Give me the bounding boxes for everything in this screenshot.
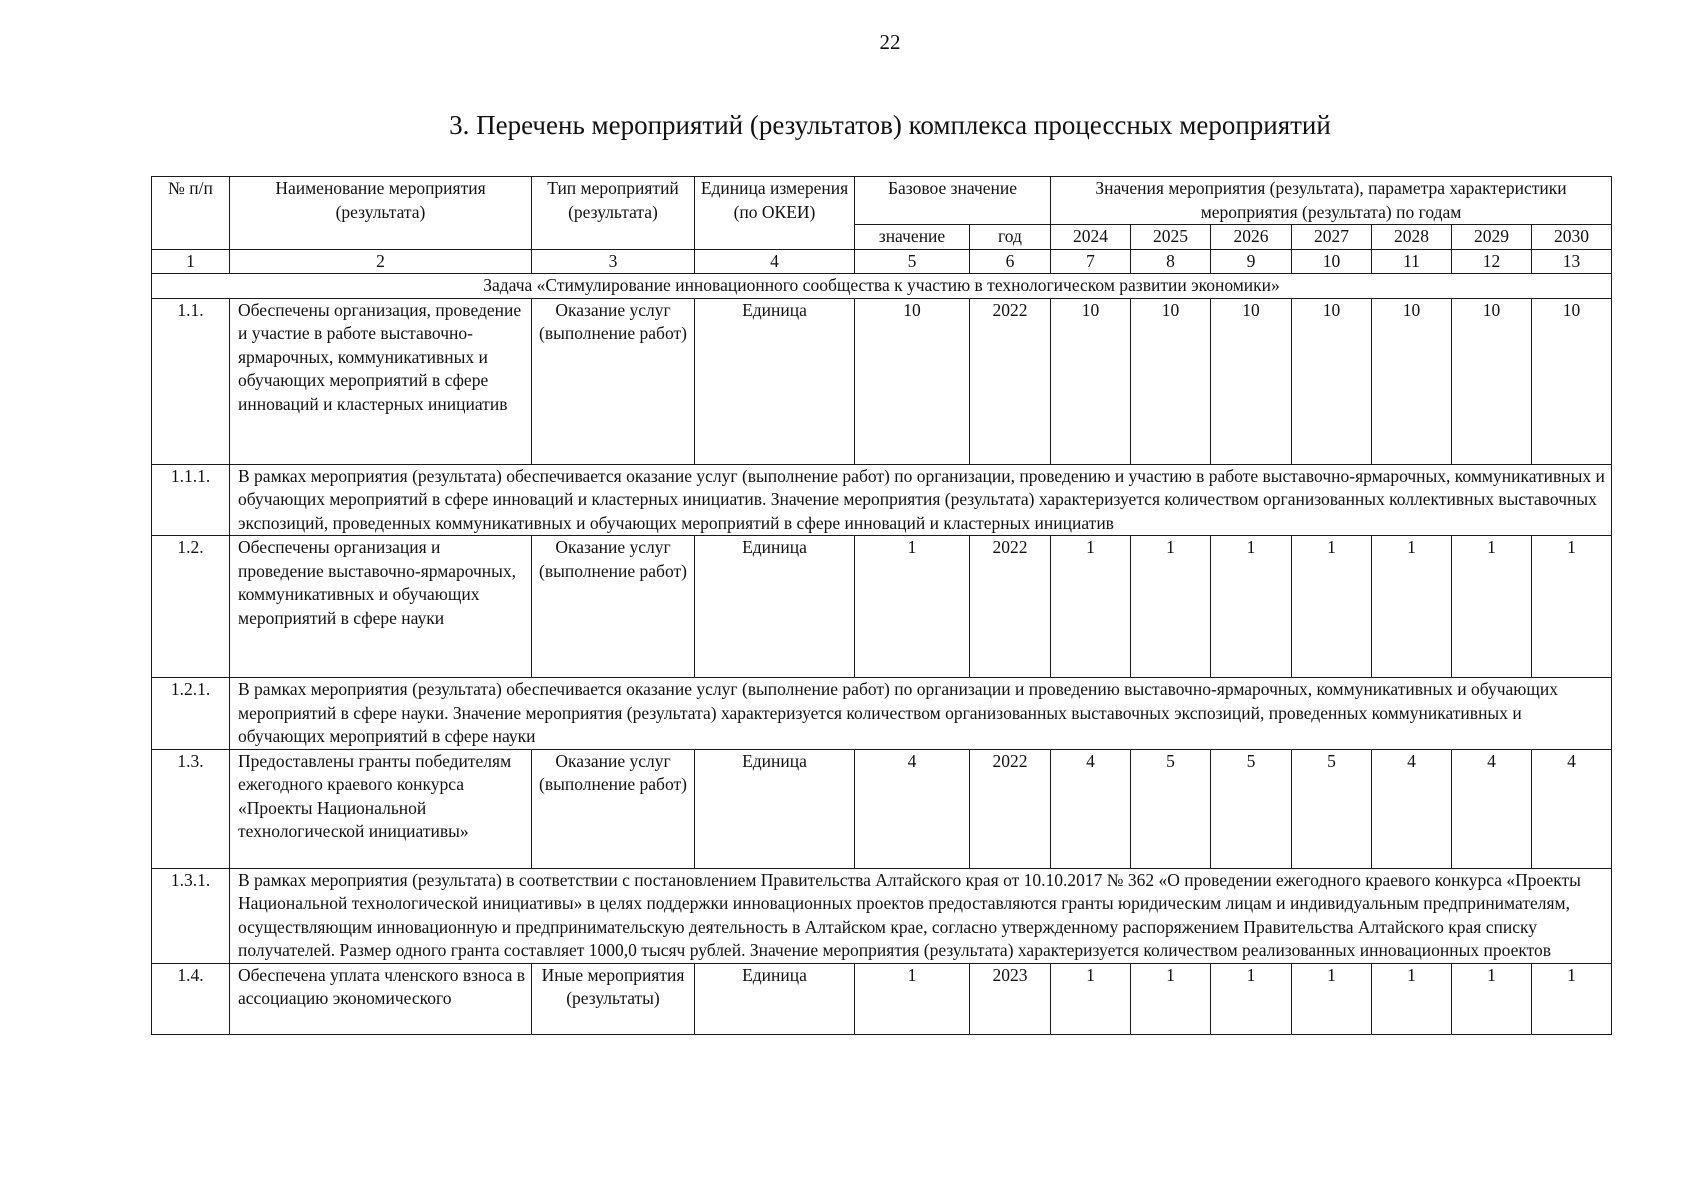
header-year-2027: 2027 — [1292, 225, 1372, 250]
header-base-year: год — [970, 225, 1051, 250]
header-num: № п/п — [152, 177, 230, 250]
column-number: 9 — [1211, 249, 1292, 274]
row-value-2024: 10 — [1051, 298, 1131, 464]
row-value-2026: 1 — [1211, 963, 1292, 1034]
row-base-value: 4 — [855, 749, 970, 868]
header-year-2024: 2024 — [1051, 225, 1131, 250]
row-value-2030: 1 — [1532, 963, 1612, 1034]
row-num: 1.3. — [152, 749, 230, 868]
row-value-2024: 1 — [1051, 963, 1131, 1034]
column-number: 2 — [230, 249, 532, 274]
row-name: Обеспечены организация и проведение выставочно-ярмарочных, коммуникативных и обучающих мероприятий в сфере науки — [230, 536, 532, 678]
row-num: 1.4. — [152, 963, 230, 1034]
row-unit: Единица — [695, 298, 855, 464]
description-text: В рамках мероприятия (результата) обеспечивается оказание услуг (выполнение работ) по организации, проведению и участию в работе выставочно-ярмарочных, коммуникативных и обучающих мероприятий в сфере инноваций и кластерных инициатив. Значение мероприятия (результата) характеризуется количеством организованных коллективных выставочных экспозиций, проведенных коммуникативных и обучающих мероприятий в сфере инноваций и кластерных инициатив — [230, 464, 1612, 536]
row-value-2028: 1 — [1372, 963, 1452, 1034]
row-value-2028: 10 — [1372, 298, 1452, 464]
row-type: Иные мероприятия (результаты) — [532, 963, 695, 1034]
row-unit: Единица — [695, 963, 855, 1034]
row-value-2026: 10 — [1211, 298, 1292, 464]
row-base-year: 2022 — [970, 749, 1051, 868]
header-base-value: значение — [855, 225, 970, 250]
header-year-2029: 2029 — [1452, 225, 1532, 250]
header-year-2028: 2028 — [1372, 225, 1452, 250]
column-number: 10 — [1292, 249, 1372, 274]
header-row-1 — [152, 177, 1612, 225]
description-num: 1.2.1. — [152, 678, 230, 750]
row-value-2025: 5 — [1131, 749, 1211, 868]
column-number: 3 — [532, 249, 695, 274]
row-name: Обеспечена уплата членского взноса в ассоциацию экономического — [230, 963, 532, 1034]
section-title: 3. Перечень мероприятий (результатов) комплекса процессных мероприятий — [449, 110, 1331, 140]
column-number: 7 — [1051, 249, 1131, 274]
row-base-value: 1 — [855, 536, 970, 678]
header-unit: Единица измерения (по ОКЕИ) — [695, 177, 855, 250]
table-row — [152, 749, 1612, 868]
column-number: 12 — [1452, 249, 1532, 274]
row-value-2029: 1 — [1452, 536, 1532, 678]
header-year-2026: 2026 — [1211, 225, 1292, 250]
row-base-year: 2023 — [970, 963, 1051, 1034]
row-unit: Единица — [695, 749, 855, 868]
task-row — [152, 274, 1612, 299]
row-value-2030: 4 — [1532, 749, 1612, 868]
header-year-2025: 2025 — [1131, 225, 1211, 250]
column-number: 1 — [152, 249, 230, 274]
header-year-2030: 2030 — [1532, 225, 1612, 250]
row-type: Оказание услуг (выполнение работ) — [532, 749, 695, 868]
column-number: 4 — [695, 249, 855, 274]
row-value-2026: 5 — [1211, 749, 1292, 868]
row-value-2030: 1 — [1532, 536, 1612, 678]
table-row — [152, 536, 1612, 678]
column-number: 13 — [1532, 249, 1612, 274]
description-row — [152, 868, 1612, 963]
row-value-2027: 1 — [1292, 536, 1372, 678]
row-name: Предоставлены гранты победителям ежегодного краевого конкурса «Проекты Национальной технологической инициативы» — [230, 749, 532, 868]
row-value-2028: 1 — [1372, 536, 1452, 678]
row-name: Обеспечены организация, проведение и участие в работе выставочно-ярмарочных, коммуникативных и обучающих мероприятий в сфере инноваций и кластерных инициатив — [230, 298, 532, 464]
header-base: Базовое значение — [855, 177, 1051, 225]
description-row — [152, 464, 1612, 536]
description-text: В рамках мероприятия (результата) в соответствии с постановлением Правительства Алтайского края от 10.10.2017 № 362 «О проведении ежегодного краевого конкурса «Проекты Национальной технологической инициативы» в целях поддержки инновационных проектов предоставляются гранты юридическим лицам и индивидуальным предпринимателям, осуществляющим инновационную и предпринимательскую деятельность в Алтайском крае, согласно утвержденному распоряжением Правительства Алтайского края списку получателей. Размер одного гранта составляет 1000,0 тысяч рублей. Значение мероприятия (результата) характеризуется количеством реализованных инновационных проектов — [230, 868, 1612, 963]
column-number: 8 — [1131, 249, 1211, 274]
row-value-2029: 1 — [1452, 963, 1532, 1034]
row-base-year: 2022 — [970, 536, 1051, 678]
row-value-2027: 1 — [1292, 963, 1372, 1034]
row-type: Оказание услуг (выполнение работ) — [532, 298, 695, 464]
row-num: 1.2. — [152, 536, 230, 678]
row-base-year: 2022 — [970, 298, 1051, 464]
row-value-2028: 4 — [1372, 749, 1452, 868]
row-value-2029: 10 — [1452, 298, 1532, 464]
row-base-value: 1 — [855, 963, 970, 1034]
page-number: 22 — [879, 30, 901, 54]
row-value-2025: 10 — [1131, 298, 1211, 464]
row-value-2026: 1 — [1211, 536, 1292, 678]
row-base-value: 10 — [855, 298, 970, 464]
row-value-2029: 4 — [1452, 749, 1532, 868]
header-name: Наименование мероприятия (результата) — [230, 177, 532, 250]
task-title: Задача «Стимулирование инновационного сообщества к участию в технологическом развитии экономики» — [152, 274, 1612, 299]
row-value-2027: 10 — [1292, 298, 1372, 464]
row-type: Оказание услуг (выполнение работ) — [532, 536, 695, 678]
row-unit: Единица — [695, 536, 855, 678]
description-text: В рамках мероприятия (результата) обеспечивается оказание услуг (выполнение работ) по организации и проведению выставочно-ярмарочных, коммуникативных и обучающих мероприятий в сфере науки. Значение мероприятия (результата) характеризуется количеством организованных выставочных экспозиций, проведенных коммуникативных и обучающих мероприятий в сфере науки — [230, 678, 1612, 750]
description-num: 1.1.1. — [152, 464, 230, 536]
header-type: Тип мероприятий (результата) — [532, 177, 695, 250]
events-table — [151, 176, 1612, 1035]
column-number: 11 — [1372, 249, 1452, 274]
row-value-2025: 1 — [1131, 536, 1211, 678]
description-num: 1.3.1. — [152, 868, 230, 963]
header-values: Значения мероприятия (результата), параметра характеристики мероприятия (результата) по годам — [1051, 177, 1612, 225]
row-value-2024: 1 — [1051, 536, 1131, 678]
table-row — [152, 298, 1612, 464]
column-number: 5 — [855, 249, 970, 274]
description-row — [152, 678, 1612, 750]
table-row — [152, 963, 1612, 1034]
column-number: 6 — [970, 249, 1051, 274]
row-value-2024: 4 — [1051, 749, 1131, 868]
column-numbers-row — [152, 249, 1612, 274]
row-value-2025: 1 — [1131, 963, 1211, 1034]
row-value-2030: 10 — [1532, 298, 1612, 464]
row-value-2027: 5 — [1292, 749, 1372, 868]
row-num: 1.1. — [152, 298, 230, 464]
